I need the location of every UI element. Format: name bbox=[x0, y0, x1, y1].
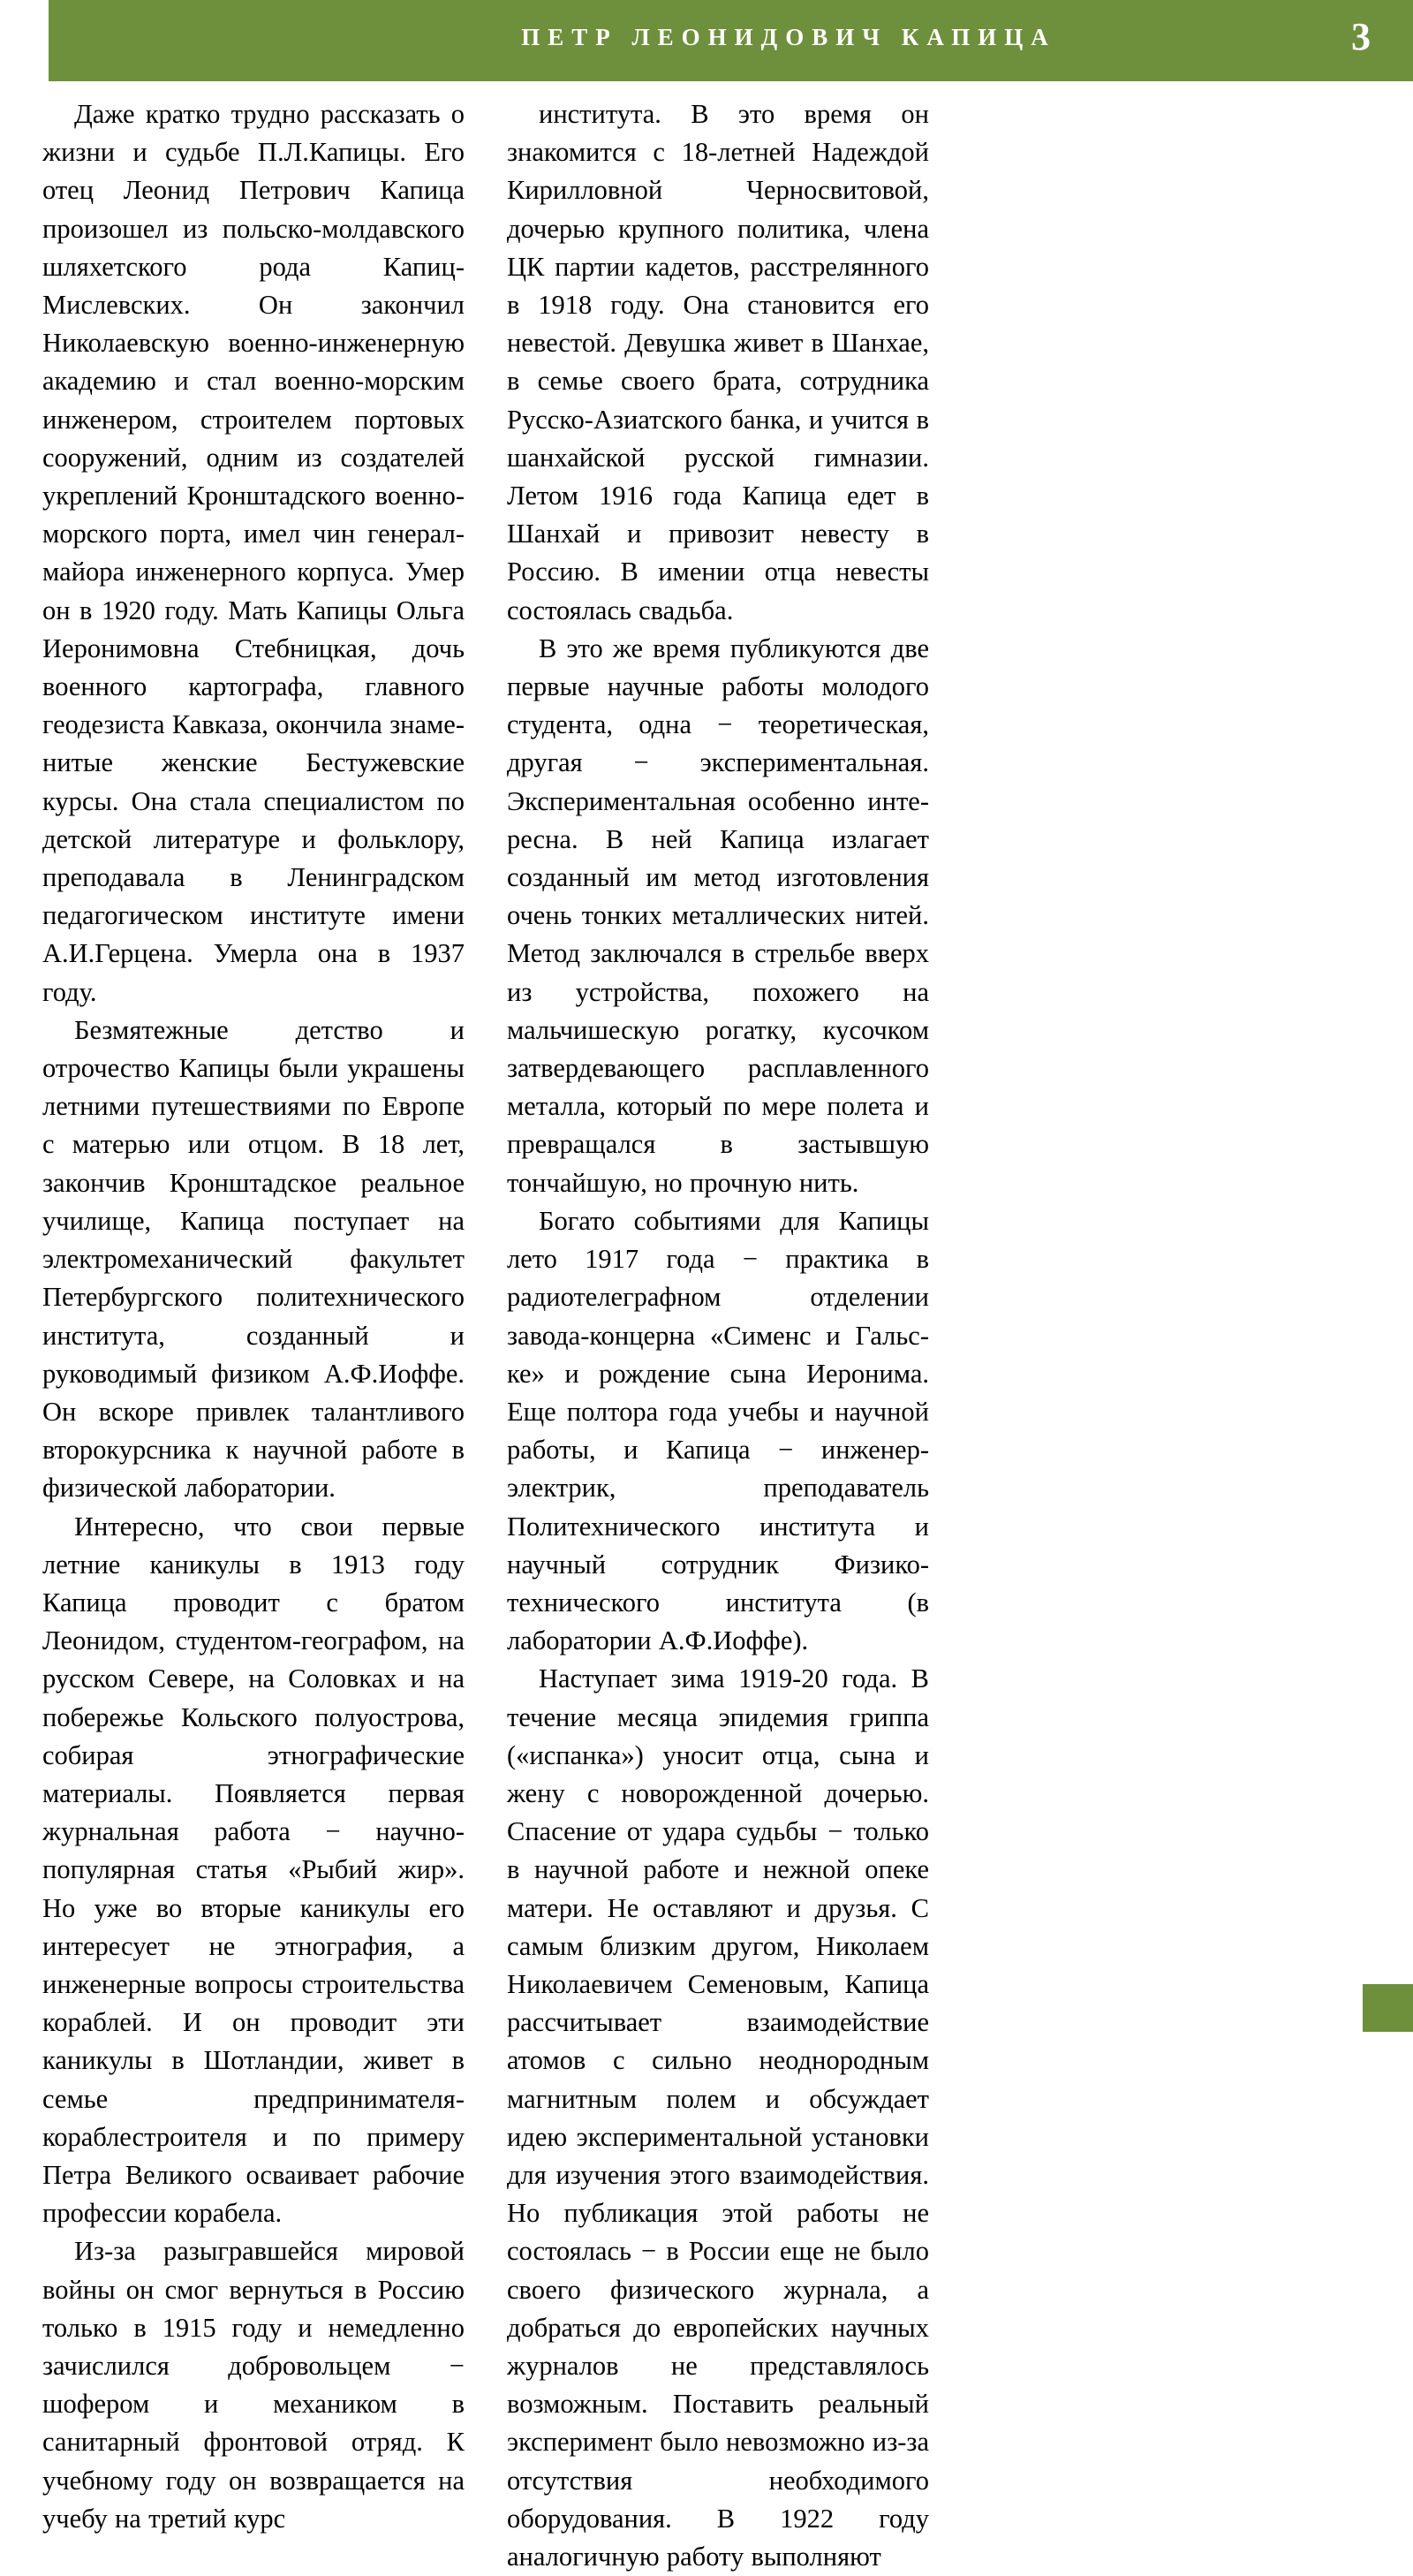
page-number: 3 bbox=[1351, 15, 1371, 58]
paragraph: Из-за разыгравшейся мировой войны он смог вернуться в Россию только в 1915 году и немедленно зачислился добровольцем − шофером и механиком в санитарный фронтовой отряд. К учебному году он возвращается на учебу на третий курс bbox=[42, 2236, 465, 2534]
paragraph: Безмятежные детство и отрочество Капицы были украшены летними путешествиями по Европе с матерью или отцом. В 18 лет, закончив Кронштадское реальное училище, Капица поступает на электромеханический факультет Петербургского политехнического института, созданный и руководимый физиком А.Ф.Иоффе. Он вскоре привлек талантливого второкурсника к научной работе в физической лаборатории. bbox=[42, 1014, 465, 1504]
paragraph: Богато событиями для Капицы лето 1917 года − практика в радиотелеграфном отделении завода-концерна «Сименс и Гальске» и рождение сына Иеронима. Еще полтора года учебы и научной работы, и Капица − инженер-электрик, преподаватель Политехнического института и научный сотрудник Физико-технического института (в лаборатории А.Ф.Иоффе). bbox=[507, 1205, 929, 1656]
paragraph: Интересно, что свои первые летние каникулы в 1913 году Капица проводит с братом Леонидом, студентом-географом, на русском Севере, на Соловках и на побережье Кольского полуострова, собирая этнографические материалы. Появляется первая журнальная работа − научно-популярная статья «Рыбий жир». Но уже во вторые каникулы его интересует не этнография, а инженерные вопросы строительства кораблей. И он проводит эти каникулы в Шотландии, живет в семье предпринимателя-кораблестроителя и по примеру Петра Великого осваивает рабочие профессии корабела. bbox=[42, 1511, 465, 2229]
running-head-title: ПЕТР ЛЕОНИДОВИЧ КАПИЦА bbox=[521, 24, 1056, 50]
page-body bbox=[42, 95, 931, 2572]
text-column-left bbox=[42, 95, 465, 2534]
paragraph: В это же время публикуются две первые научные работы молодого студента, одна − теоретическая, другая − экспериментальная. Экспериментальная особенно интересна. В ней Капица излагает созданный им метод изготовления очень тонких металлических нитей. Метод заключался в стрельбе вверх из устройства, похожего на мальчишескую рогатку, кусочком затвердевающего расплавленного металла, который по мере полета и превращался в застывшую тончайшую, но прочную нить. bbox=[507, 633, 929, 1198]
corner-square-ornament bbox=[1363, 1984, 1413, 2032]
text-column-right bbox=[507, 95, 929, 2572]
paragraph: Даже кратко трудно рассказать о жизни и судьбе П.Л.Капицы. Его отец Леонид Петрович Капица произошел из польско-молдавского шляхетского рода Капиц-Мислевских. Он закончил Николаевскую военно-инженерную академию и стал военно-морским инженером, строителем портовых сооружений, одним из создателей укреплений Кронштадского военно-морского порта, имел чин генерал-майора инженерного корпуса. Умер он в 1920 году. Мать Капицы Ольга Иеронимовна Стебницкая, дочь военного картографа, главного геодезиста Кавказа, окончила знаменитые женские Бестужевские курсы. Она стала специалистом по детской литературе и фольклору, преподавала в Ленинградском педагогическом институте имени А.И.Герцена. Умерла она в 1937 году. bbox=[42, 99, 465, 1007]
paragraph: Наступает зима 1919-20 года. В течение месяца эпидемия гриппа («испанка») уносит отца, сына и жену с новорожденной дочерью. Спасение от удара судьбы − только в научной работе и нежной опеке матери. Не оставляют и друзья. С самым близким другом, Николаем Николаевичем Семеновым, Капица рассчитывает взаимодействие атомов с сильно неоднородным магнитным полем и обсуждает идею экспериментальной установки для изучения этого взаимодействия. Но публикация этой работы не состоялась − в России еще не было своего физического журнала, а добраться до европейских научных журналов не представлялось возможным. Поставить реальный эксперимент было невозможно из-за отсутствия необходимого оборудования. В 1922 году аналогичную работу выполняют bbox=[507, 1663, 929, 2572]
paragraph: института. В это время он знакомится с 18-летней Надеждой Кирилловной Черносвитовой, дочерью крупного политика, члена ЦК партии кадетов, расстрелянного в 1918 году. Она становится его невестой. Девушка живет в Шанхае, в семье своего брата, сотрудника Русско-Азиатского банка, и учится в шанхайской русской гимназии. Летом 1916 года Капица едет в Шанхай и привозит невесту в Россию. В имении отца невесты состоялась свадьба. bbox=[507, 99, 929, 625]
